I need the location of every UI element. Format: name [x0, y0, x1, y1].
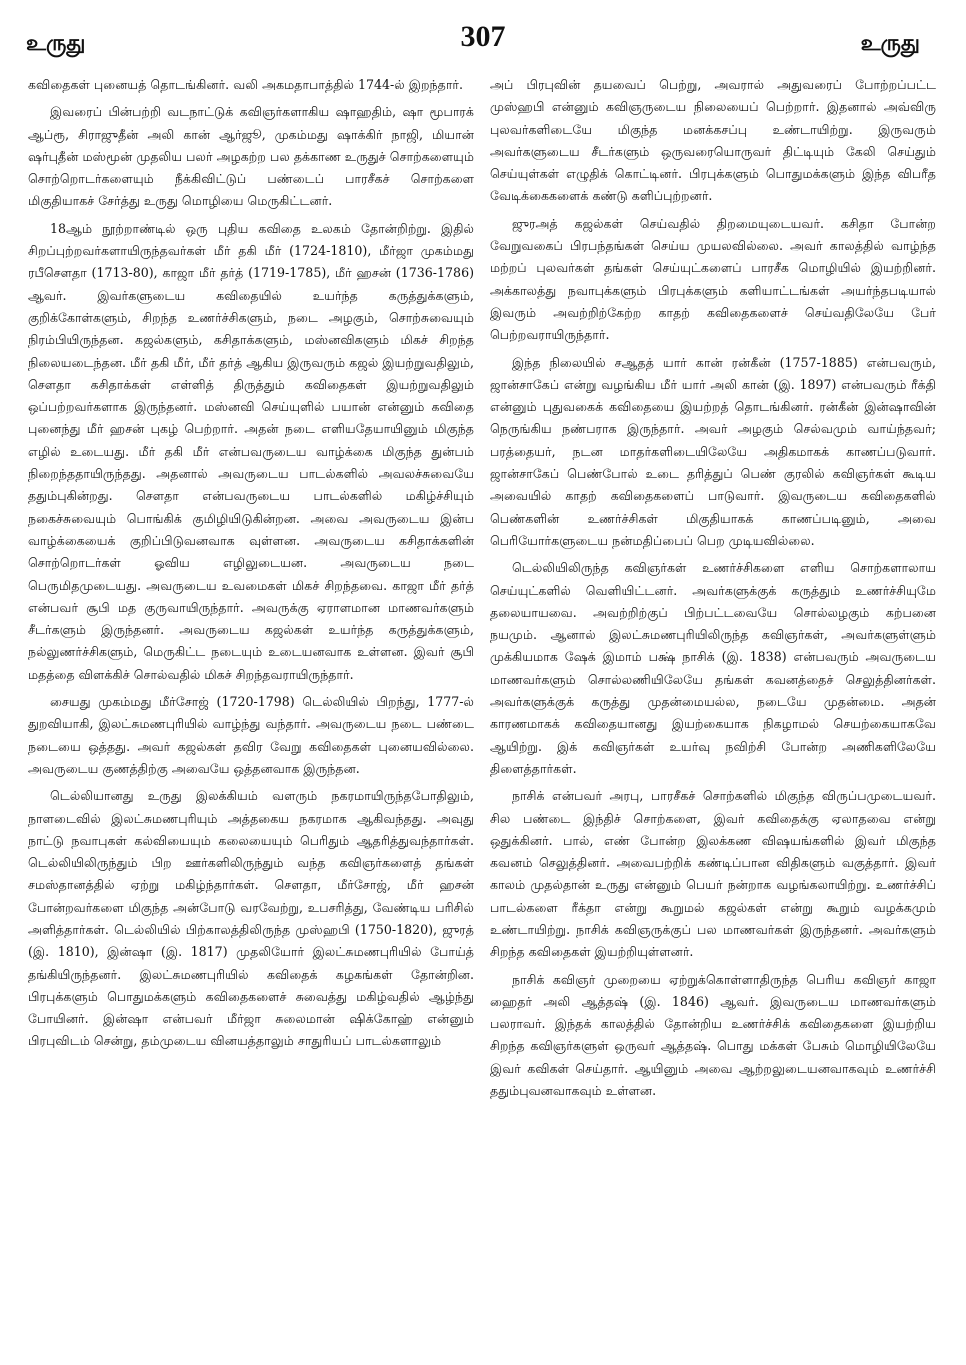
paragraph: டெல்லியானது உருது இலக்கியம் வளரும் நகரமாயிருந்தபோதிலும், நாளடைவில் இலட்சுமணபுரியும் அத்தகைய நகரமாக ஆகிவந்தது. அவுது நாட்டு நவாபுகள் கல்வியையும் கலையையும் பெரிதும் ஆதரித்துவந்தார்கள். டெல்லியிலிருந்தும் பிற ஊர்களிலிருந்தும் வந்த கவிஞர்களைத் தங்கள் சமஸ்தானத்தில் ஏற்று மகிழ்ந்தார்கள். சௌதா, மீர்சோஜ், மீர் ஹசன் போன்றவர்களை மிகுந்த அன்போடு வரவேற்று, உபசரித்து, வேண்டிய பரிசில் அளித்தார்கள். டெல்லியில் பிற்காலத்திலிருந்த முஸ்ஹபி (1750-1820), ஜுரத் (இ. 1810), இன்ஷா (இ. 1817) முதலியோர் இலட்சுமணபுரியில் போய்த் தங்கியிருந்தனர். இலட்சுமணபுரியில் கவிதைக் கழகங்கள் தோன்றின. பிரபுக்களும் பொதுமக்களும் கவிதைகளைச் சுவைத்து மகிழ்வதில் ஆழ்ந்து போயினர். இன்ஷா என்பவர் மீர்ஜா சுலைமான் ஷிக்கோஹ் என்னும் பிரபுவிடம் சென்று, தம்முடைய வினயத்தாலும் சாதுரியப் பாடல்களாலும் — [28, 788, 474, 1049]
paragraph: இந்த நிலையில் சஆதத் யார் கான் ரன்கீன் (1757-1885) என்பவரும், ஜான்சாகேப் என்று வழங்கிய மீர் யார் அலி கான் (இ. 1897) என்பவரும் ரீக்தி என்னும் புதுவகைக் கவிதையை இயற்றத் தொடங்கினர். ரன்கீன் இன்ஷாவின் நெருங்கிய நண்பராக இருந்தார். அவர் அழகும் செல்வமும் வாய்ந்தவர்; பரத்தையர், நடன மாதர்களிடையிலேயே அதிகமாகக் காணப்படுவார். ஜான்சாகேப் பெண்போல் உடை தரித்துப் பெண் குரலில் கவிஞர்கள் கூடிய அவையில் காதற் கவிதைகளைப் பாடுவார். இவருடைய கவிதைகளில் பெண்களின் உணர்ச்சிகள் மிகுதியாகக் காணப்படினும், அவை பெரியோர்களுடைய நன்மதிப்பைப் பெற முடியவில்லை. — [490, 354, 936, 548]
paragraph: சையது முகம்மது மீர்சோஜ் (1720-1798) டெல்லியில் பிறந்து, 1777-ல் துறவியாகி, இலட்சுமணபுரியில் வாழ்ந்து வந்தார். அவருடைய நடை பண்டை நடையை ஒத்தது. அவர் கஜல்கள் தவிர வேறு கவிதைகள் புனையவில்லை. அவருடைய குணத்திற்கு அவையே ஒத்தனவாக இருந்தன. — [28, 694, 474, 776]
paragraph: கவிதைகள் புனையத் தொடங்கினர். வலி அகமதாபாத்தில் 1744-ல் இறந்தார். — [28, 77, 464, 92]
page-header — [0, 0, 966, 70]
paragraph: இவரைப் பின்பற்றி வடநாட்டுக் கவிஞர்களாகிய ஷாஹதிம், ஷா மூபாரக் ஆப்ரூ, சிராஜுதீன் அலி கான் ஆர்ஜூ, முகம்மது ஷாக்கிர் நாஜி, மியான் ஷர்புதீன் மஸ்மூன் முதலிய பலர் அழகற்ற பல தக்காண உருதுச் சொற்களையும் சொற்றொடர்களையும் நீக்கிவிட்டுப் பண்டைப் பாரசீகச் சொற்களை மிகுதியாகச் சேர்த்து உருது மொழியை மெருகிட்டனர். — [28, 104, 474, 209]
left-column — [28, 74, 474, 1354]
running-head-right: உருது — [860, 30, 920, 56]
paragraph: அப் பிரபுவின் தயவைப் பெற்று, அவரால் அதுவரைப் போற்றப்பட்ட முஸ்ஹபி என்னும் கவிஞருடைய நிலையைப் பெற்றார். இதனால் அவ்விரு புலவர்களிடையே மிகுந்த மனக்கசப்பு உண்டாயிற்று. இருவரும் அவர்களுடைய சீடர்களும் ஒருவரையொருவர் திட்டியும் கேலி செய்தும் செய்யுள்கள் எழுதிக் கொட்டினர். பிரபுக்களும் பொதுமக்களும் இந்த விபரீத வேடிக்கைகளைக் கண்டு களிப்புற்றனர். — [490, 77, 936, 204]
paragraph: ஜுரஅத் கஜல்கள் செய்வதில் திறமையுடையவர். கசிதா போன்ற வேறுவகைப் பிரபந்தங்கள் செய்ய முயலவில்லை. அவர் காலத்தில் வாழ்ந்த மற்றப் புலவர்கள் தங்கள் செய்யுட்களைப் பாரசீக மொழியில் இயற்றினர். அக்காலத்து நவாபுக்களும் பிரபுக்களும் களியாட்டங்கள் அயர்ந்தபடியால் இவரும் அவற்றிற்கேற்ற காதற் கவிதைகளைச் செய்வதிலேயே பேர் பெற்றவராயிருந்தார். — [490, 215, 936, 343]
paragraph: நாசிக் என்பவர் அரபு, பாரசீகச் சொற்களில் மிகுந்த விருப்பமுடையவர். சில பண்டை இந்திச் சொற்களை, இவர் கவிதைக்கு ஏலாதவை என்று ஒதுக்கினர். பால், எண் போன்ற இலக்கண விஷயங்களில் இவர் மிகுந்த கவனம் செலுத்தினர். அவைபற்றிக் கண்டிப்பான விதிகளும் வகுத்தார். இவர் காலம் முதல்தான் உருது என்னும் பெயர் நன்றாக வழங்கலாயிற்று. உணர்ச்சிப் பாடல்களை ரீக்தா என்று கூறுமல் கஜல்கள் என்று கூறும் வழக்கமும் உண்டாயிற்று. நாசிக் கவிஞருக்குப் பல மாணவர்கள் இருந்தனர். அவர்களும் சிறந்த கவிதைகள் இயற்றியுள்ளனர். — [490, 788, 936, 960]
page-number: 307 — [460, 20, 506, 53]
running-head-left: உருது — [26, 30, 86, 56]
paragraph: டெல்லியிலிருந்த கவிஞர்கள் உணர்ச்சிகளை எளிய சொற்களாலாய செய்யுட்களில் வெளியிட்டனர். அவர்களுக்குக் கருத்தும் உணர்ச்சியுமே தலையாயவை. அவற்றிற்குப் பிற்பட்டவையே சொல்லழகும் கற்பனை நயமும். ஆனால் இலட்சுமணபுரியிலிருந்த கவிஞர்கள், அவர்களுள்ளும் முக்கியமாக ஷேக் இமாம் பக்ஷ் நாசிக் (இ. 1838) என்பவரும் அவருடைய மாணவர்களும் சொல்லணியிலேயே தங்கள் கவனத்தைச் செலுத்தினர்கள். அவர்களுக்குக் கருத்து முதன்மையல்ல, நடையே முதன்மை. அதன் காரணமாகக் கவிதையானது இயற்கையாக நிகழாமல் செயற்கையாகவே ஆயிற்று. இக் கவிஞர்கள் உயர்வு நவிற்சி போன்ற அணிகளிலேயே திளைத்தார்கள். — [490, 560, 936, 776]
right-column — [490, 74, 936, 1354]
paragraph: 18ஆம் நூற்றாண்டில் ஒரு புதிய கவிதை உலகம் தோன்றிற்று. இதில் சிறப்புற்றவர்களாயிருந்தவர்கள் மீர் தகி மீர் (1724-1810), மீர்ஜா முகம்மது ரபீசௌதா (1713-80), காஜா மீர் தர்த் (1719-1785), மீர் ஹசன் (1736-1786) ஆவர். இவர்களுடைய கவிதையில் உயர்ந்த கருத்துக்களும், குறிக்கோள்களும், சிறந்த உணர்ச்சிகளும், நடை அழகும், சொற்சுவையும் நிரம்பியிருந்தன. கஜல்களும், கசிதாக்களும், மஸ்னவிகளும் மிகச் சிறந்த நிலையடைந்தன. மீர் தகி மீர், மீர் தர்த் ஆகிய இருவரும் கஜல் இயற்றுவதிலும், சௌதா கசிதாக்கள் எள்ளித் திருத்தும் கவிதைகள் இயற்றுவதிலும் ஒப்பற்றவர்களாக இருந்தனர். மஸ்னவி செய்யுளில் பயான் என்னும் கவிதை புனைந்து மீர் ஹசன் புகழ் பெற்றார். அதன் நடை எளியதேயாயினும் மிகுந்த எழில் உடையது. மீர் தகி மீர் என்பவருடைய வாழ்க்கை மிகுந்த துன்பம் நிறைந்ததாயிருந்தது. அதனால் அவருடைய பாடல்களில் அவலச்சுவையே ததும்புகின்றது. சௌதா என்பவருடைய பாடல்களில் மகிழ்ச்சியும் நகைச்சுவையும் பொங்கிக் குமிழியிடுகின்றன. அவை அவருடைய இன்ப வாழ்க்கையைக் குறிப்பிடுவனவாக வுள்ளன. அவருடைய கசிதாக்களின் சொற்றொடர்கள் ஓவிய எழிலுடையன. அவருடைய நடை பெருமிதமுடையது. அவருடைய உவமைகள் மிகச் சிறந்தவை. காஜா மீர் தர்த் என்பவர் சூபி மத குருவாயிருந்தார். அவருக்கு ஏராளமான மாணவர்களும் சீடர்களும் இருந்தனர். அவருடைய கஜல்கள் உயர்ந்த கருத்துக்களும், நல்லுணர்ச்சிகளும், மெருகிட்ட நடையும் உடையனவாக உள்ளன. இவர் சூபி மதத்தை விளக்கிச் சொல்வதில் மிகச் சிறந்தவராயிருந்தார். — [28, 220, 474, 682]
paragraph: நாசிக் கவிஞர் முறையை ஏற்றுக்கொள்ளாதிருந்த பெரிய கவிஞர் காஜா ஹைதர் அலி ஆத்தஷ் (இ. 1846) ஆவர். இவருடைய மாணவர்களும் பலராவர். இந்தக் காலத்தில் தோன்றிய உணர்ச்சிக் கவிதைகளை இயற்றிய சிறந்த கவிஞர்களுள் ஒருவர் ஆத்தஷ். பொது மக்கள் பேசும் மொழியிலேயே இவர் கவிகள் செய்தார். ஆயினும் அவை ஆற்றலுடையனவாகவும் உணர்ச்சி ததும்புவனவாகவும் உள்ளன. — [490, 971, 936, 1099]
